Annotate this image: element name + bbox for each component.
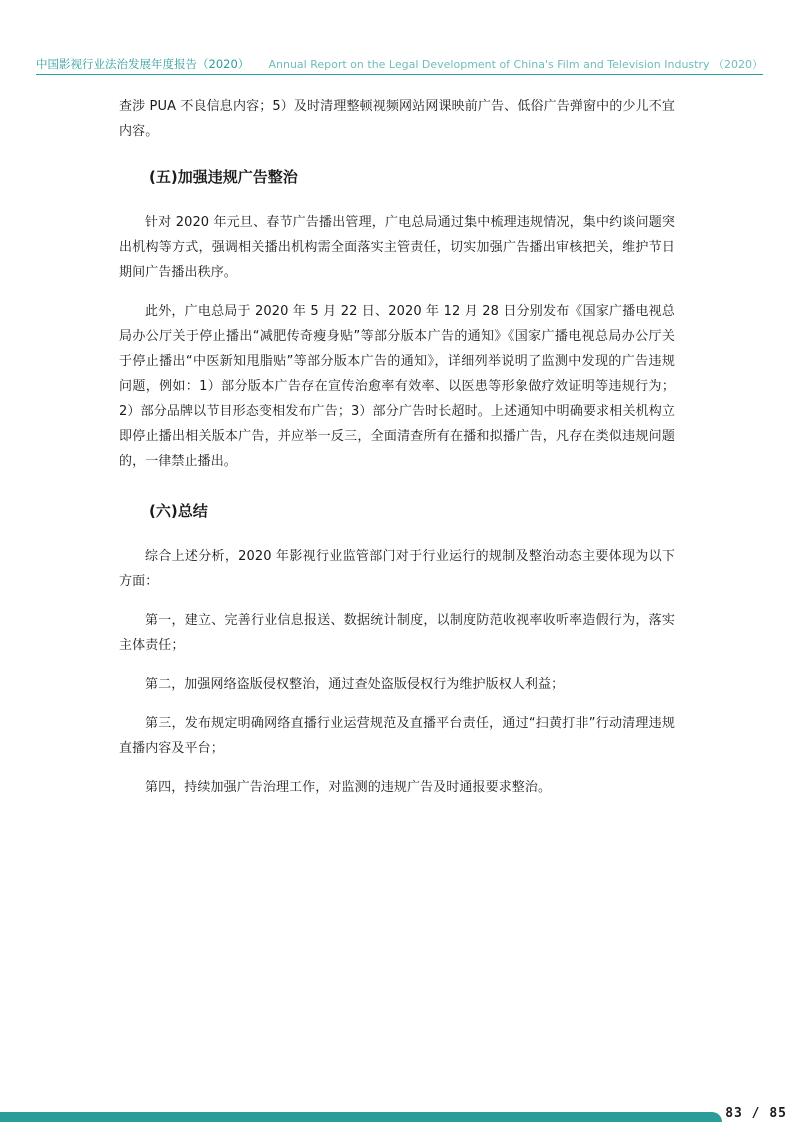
header-title-en: Annual Report on the Legal Development of China's Film and Television Industry （2020）	[268, 58, 763, 71]
paragraph-ad-notices: 此外，广电总局于 2020 年 5 月 22 日、2020 年 12 月 28 日分别发布《国家广播电视总局办公厅关于停止播出“减肥传奇瘦身贴”等部分版本广告的通知》《国家广播电视总局办公厅关于停止播出“中医新知甩脂贴”等部分版本广告的通知》，详细列举说明了监测中发现的广告违规问题，例如：1）部分版本广告存在宣传治愈率有效率、以医患等形象做疗效证明等违规行为；2）部分品牌以节目形态变相发布广告；3）部分广告时长超时。上述通知中明确要求相关机构立即停止播出相关版本广告，并应举一反三，全面清查所有在播和拟播广告，凡存在类似违规问题的，一律禁止播出。	[119, 304, 675, 469]
paragraph-holiday-ads: 针对 2020 年元旦、春节广告播出管理，广电总局通过集中梳理违规情况，集中约谈问题突出机构等方式，强调相关播出机构需全面落实主管责任，切实加强广告播出审核把关，维护节日期间广告播出秩序。	[119, 215, 675, 280]
paragraph-point-4: 第四，持续加强广告治理工作，对监测的违规广告及时通报要求整治。	[145, 780, 552, 795]
footer-bar	[0, 1112, 722, 1122]
paragraph-continued: 查涉 PUA 不良信息内容；5）及时清理整顿视频网站网课映前广告、低俗广告弹窗中的少儿不宜内容。	[119, 99, 675, 139]
page-body	[119, 94, 675, 800]
page-number: 83 / 85	[725, 1106, 787, 1121]
header-title-cn: 中国影视行业法治发展年度报告（2020）	[36, 57, 250, 71]
paragraph-point-1: 第一，建立、完善行业信息报送、数据统计制度，以制度防范收视率收听率造假行为，落实主体责任；	[119, 613, 675, 653]
running-header	[36, 56, 763, 75]
paragraph-summary-intro: 综合上述分析，2020 年影视行业监管部门对于行业运行的规制及整治动态主要体现为以下方面：	[119, 549, 675, 589]
paragraph-point-3: 第三，发布规定明确网络直播行业运营规范及直播平台责任，通过“扫黄打非”行动清理违规直播内容及平台；	[119, 716, 675, 756]
paragraph-point-2: 第二，加强网络盗版侵权整治，通过查处盗版侵权行为维护版权人利益；	[145, 677, 565, 692]
section-heading-5: (五)加强违规广告整治	[149, 168, 298, 186]
section-heading-6: (六)总结	[149, 502, 208, 520]
